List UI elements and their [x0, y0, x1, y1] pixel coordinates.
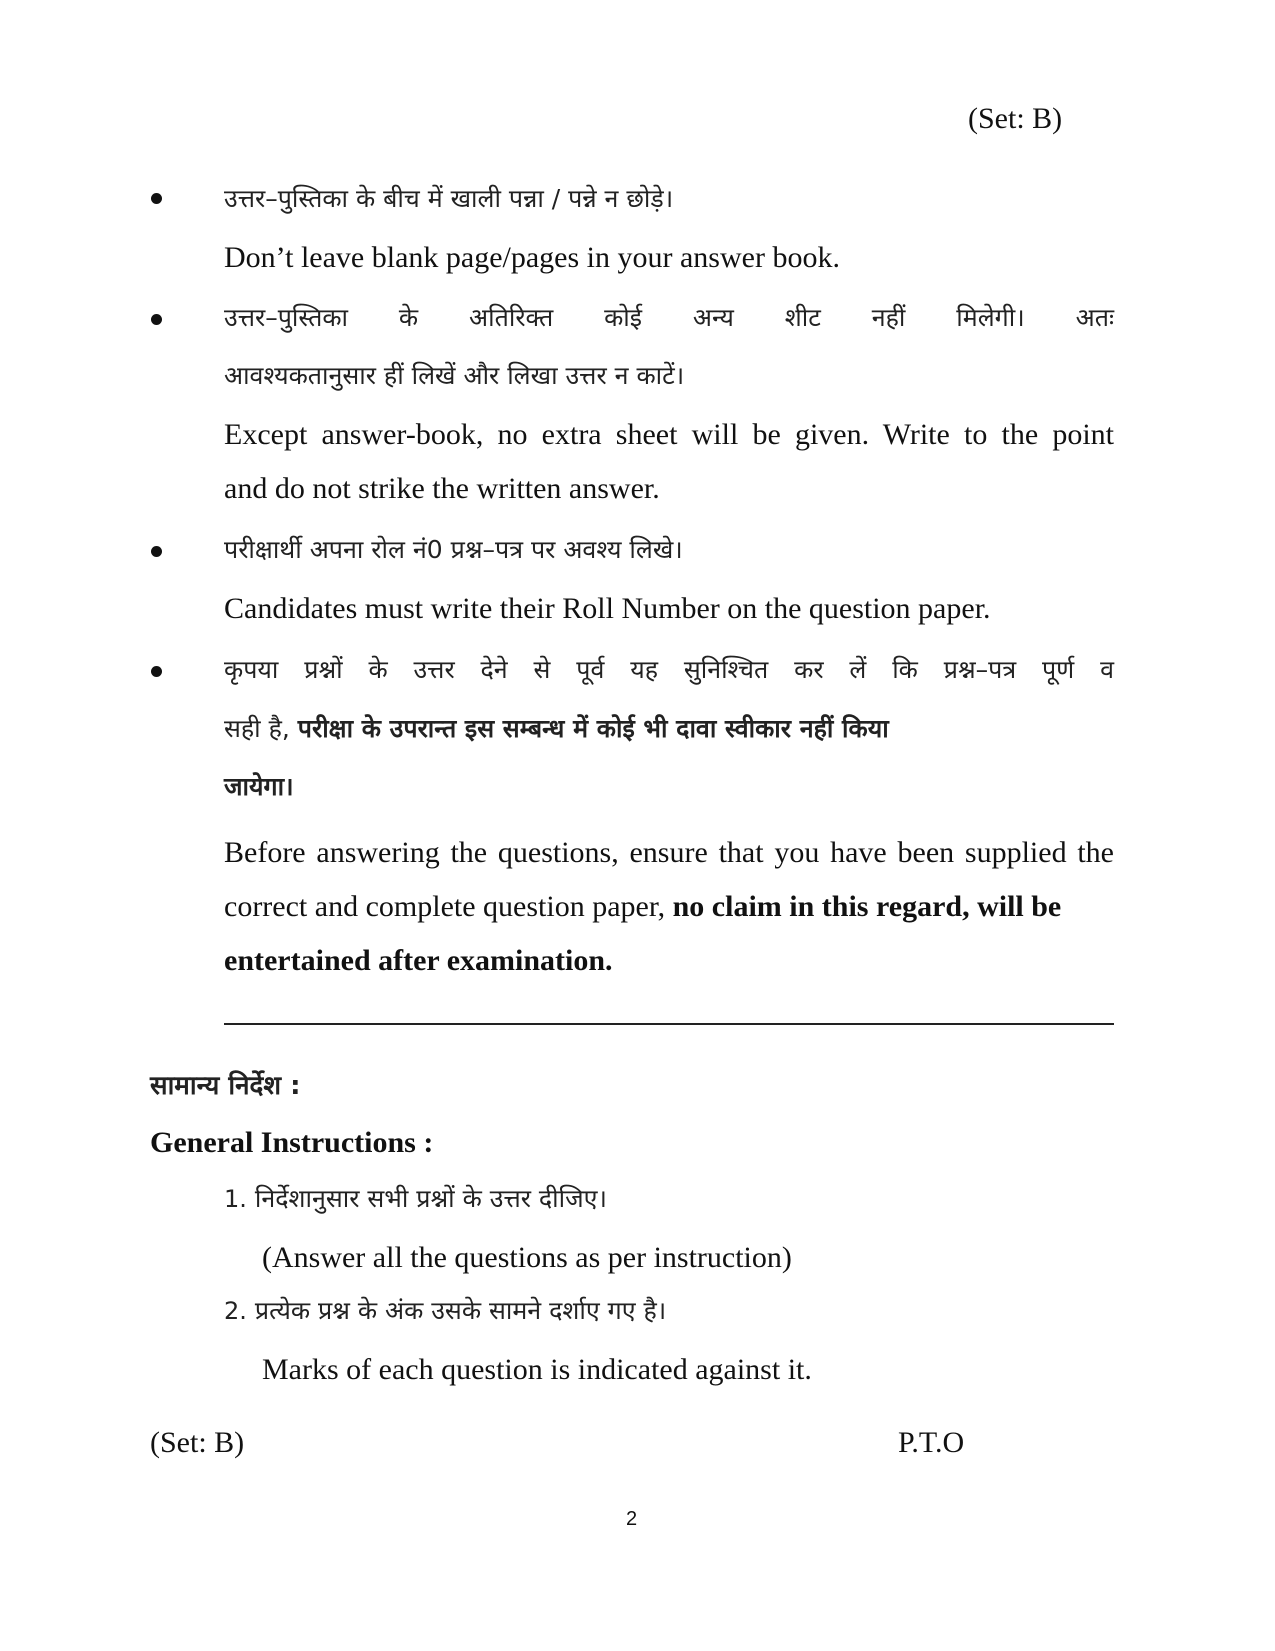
bullet-4-hindi-line3-bold: जायेगा।: [224, 772, 294, 801]
footer-set-label: (Set: B): [150, 1426, 245, 1459]
bullet-4-english-line1: Before answering the questions, ensure that you have been supplied the: [224, 836, 1114, 869]
section-divider: [224, 1023, 1114, 1025]
general-item-2-english: Marks of each question is indicated against it.: [262, 1353, 812, 1386]
bullet-2-english-line2: and do not strike the written answer.: [224, 472, 660, 505]
general-item-1-hindi-text: निर्देशानुसार सभी प्रश्नों के उत्तर दीजिए।: [254, 1184, 607, 1213]
footer-pto: P.T.O: [898, 1426, 965, 1459]
bullet-4-english-line2-bold: no claim in this regard, will be: [672, 890, 1062, 923]
general-item-2-hindi: [224, 1282, 666, 1340]
page-number: 2: [626, 1508, 638, 1530]
bullet-3-english: Candidates must write their Roll Number on the question paper.: [224, 592, 991, 625]
bullet-icon: [151, 666, 162, 677]
bullet-4-hindi-line2-normal: सही है,: [224, 714, 298, 743]
general-item-1-hindi: [224, 1170, 607, 1228]
bullet-4-english-line2-normal: correct and complete question paper,: [224, 890, 673, 923]
bullet-4-english-line2: [224, 880, 1114, 934]
bullet-icon: [151, 193, 162, 204]
bullet-1-english: Don’t leave blank page/pages in your answer book.: [224, 241, 840, 274]
general-item-1-number: 1.: [224, 1185, 247, 1213]
bullet-2-hindi-line2: आवश्यकतानुसार हीं लिखें और लिखा उत्तर न काटें।: [224, 361, 685, 390]
bullet-icon: [151, 546, 162, 557]
bullet-3-hindi: परीक्षार्थी अपना रोल नं0 प्रश्न–पत्र पर अवश्य लिखे।: [224, 535, 683, 564]
bullet-4-hindi-line1: कृपया प्रश्नों के उत्तर देने से पूर्व यह सुनिश्चित कर लें कि प्रश्न–पत्र पूर्ण व: [224, 655, 1114, 684]
general-item-1-english: (Answer all the questions as per instruction): [262, 1241, 792, 1274]
header-set-label: (Set: B): [968, 102, 1063, 135]
general-heading-english: General Instructions :: [150, 1126, 434, 1159]
bullet-4-hindi-line2-bold: परीक्षा के उपरान्त इस सम्बन्ध में कोई भी दावा स्वीकार नहीं किया: [297, 714, 889, 743]
bullet-2-hindi-line1: उत्तर–पुस्तिका के अतिरिक्त कोई अन्य शीट नहीं मिलेगी। अतः: [224, 303, 1114, 332]
general-item-2-number: 2.: [224, 1297, 247, 1325]
bullet-icon: [151, 314, 162, 325]
general-heading-hindi: सामान्य निर्देश :: [150, 1071, 301, 1101]
bullet-4-hindi-line2: [224, 700, 1114, 758]
bullet-1-hindi: उत्तर–पुस्तिका के बीच में खाली पन्ना / पन्ने न छोड़े।: [224, 184, 674, 213]
bullet-4-english-line3-bold: entertained after examination.: [224, 944, 613, 977]
general-item-2-hindi-text: प्रत्येक प्रश्न के अंक उसके सामने दर्शाए गए है।: [254, 1296, 667, 1325]
bullet-2-english-line1: Except answer-book, no extra sheet will be given. Write to the point: [224, 418, 1114, 451]
